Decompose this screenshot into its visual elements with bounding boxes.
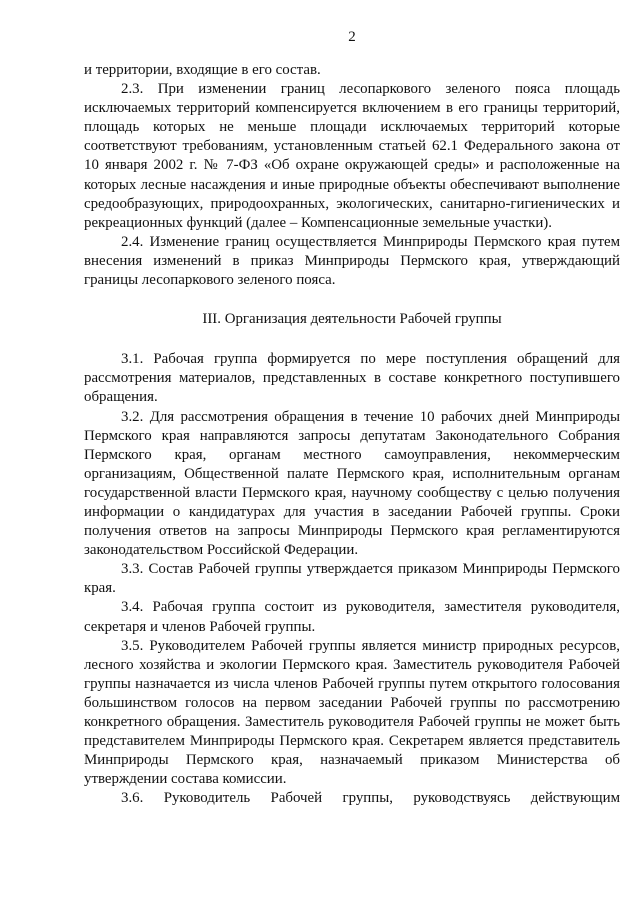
paragraph-3-1: 3.1. Рабочая группа формируется по мере поступления обращений для рассмотрения материалов, представленных в составе конкретного поступившего обращения. bbox=[84, 351, 620, 406]
paragraph-3-5: 3.5. Руководителем Рабочей группы является министр природных ресурсов, лесного хозяйства и экологии Пермского края. Заместитель руководителя Рабочей группы назначается из числа членов Рабочей группы путем открытого голосования большинством голосов на первом заседании Рабочей группы по рассмотрению конкретного обращения. Заместитель руководителя Рабочей группы не может быть представителем Минприроды Пермского края. Секретарем является представитель Минприроды Пермского края, назначаемый приказом Министерства об утверждении состава комиссии. bbox=[84, 637, 620, 788]
paragraph-intro-continuation: и территории, входящие в его состав. bbox=[84, 62, 321, 78]
paragraph-3-2: 3.2. Для рассмотрения обращения в течение 10 рабочих дней Минприроды Пермского края направляются запросы депутатам Законодательного Собрания Пермского края, органам местного самоуправления, некоммерческим организациям, Общественной палате Пермского края, исполнительным органам государственной власти Пермского края, научному сообществу с целью получения информации о кандидатурах для участия в заседании Рабочей группы. Сроки получения ответов на запросы Минприроды Пермского края регламентируются законодательством Российской Федерации. bbox=[84, 408, 620, 559]
paragraph-2-3: 2.3. При изменении границ лесопаркового зеленого пояса площадь исключаемых территорий компенсируется включением в его границы территорий, площадь которых не меньше площади исключаемых территорий которые соответствуют требованиям, установленным статьей 62.1 Федерального закона от 10 января 2002 г. № 7-ФЗ «Об охране окружающей среды» и расположенные на которых лесные насаждения и иные природные объекты обеспечивают выполнение средообразующих, природоохранных, экологических, санитарно-гигиенических и рекреационных функций (далее – Компенсационные земельные участки). bbox=[84, 81, 620, 231]
section-heading: III. Организация деятельности Рабочей группы bbox=[202, 311, 502, 328]
paragraph-3-6: 3.6. Руководитель Рабочей группы, руководствуясь действующим bbox=[121, 790, 620, 807]
page-number: 2 bbox=[348, 29, 356, 45]
paragraph-3-3: 3.3. Состав Рабочей группы утверждается приказом Минприроды Пермского края. bbox=[84, 561, 620, 597]
paragraph-3-4: 3.4. Рабочая группа состоит из руководителя, заместителя руководителя, секретаря и членов Рабочей группы. bbox=[84, 599, 620, 635]
paragraph-2-4: 2.4. Изменение границ осуществляется Минприроды Пермского края путем внесения изменений в приказ Минприроды Пермского края, утверждающий границы лесопаркового зеленого пояса. bbox=[84, 233, 620, 289]
